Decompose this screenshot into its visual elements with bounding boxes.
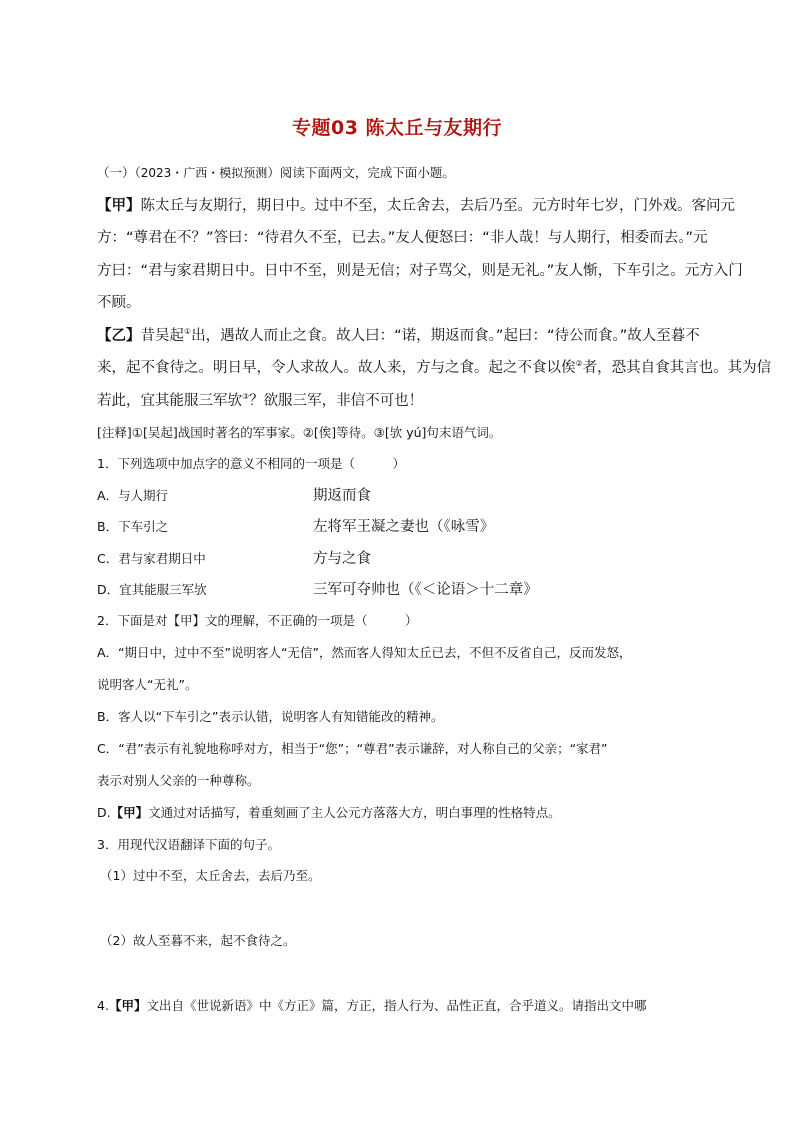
passage-yi-line-1: 【乙】昔吴起①出，遇故人而止之食。故人曰：“诺，期返而食。”起曰：“待公而食。”故人至暮不 bbox=[97, 327, 700, 344]
question-1-option-c: C．君与家君期日中 bbox=[97, 551, 206, 566]
footnote-marker: ③ bbox=[242, 392, 250, 401]
page-title: 专题03 陈太丘与友期行 bbox=[291, 117, 503, 139]
notes: [注释]①[吴起]战国时著名的军事家。②[俟]等待。③[欤 yú]句末语气词。 bbox=[97, 425, 502, 440]
passage-jia-line-1: 【甲】陈太丘与友期行，期日中。过中不至，太丘舍去，去后乃至。元方时年七岁，门外戏。客问元 bbox=[97, 198, 735, 214]
question-2-option-b: B．客人以“下车引之”表示认错，说明客人有知错能改的精神。 bbox=[97, 709, 444, 724]
footnote-marker: ② bbox=[575, 359, 583, 368]
question-1-option-c-compare: 方与之食 bbox=[313, 551, 371, 567]
question-3-sentence-1: （1）过中不至，太丘舍去，去后乃至。 bbox=[100, 868, 321, 883]
question-1-option-a-compare: 期返而食 bbox=[313, 488, 371, 504]
question-3-stem: 3．用现代汉语翻译下面的句子。 bbox=[97, 837, 280, 852]
passage-jia-line-2: 方：“尊君在不？”答曰：“待君久不至，已去。”友人便怒曰：“非人哉！与人期行，相委而去。”元 bbox=[97, 230, 708, 246]
passage-yi-line-2: 来，起不食待之。明日早，令人求故人。故人来，方与之食。起之不食以俟②者，恐其自食其言也。其为信 bbox=[97, 359, 772, 376]
question-1-option-b: B．下车引之 bbox=[97, 519, 169, 534]
question-1-option-d: D．宜其能服三军欤 bbox=[97, 582, 207, 597]
question-3-sentence-2: （2）故人至暮不来，起不食待之。 bbox=[100, 933, 296, 948]
question-2-option-a-line-2: 说明客人“无礼”。 bbox=[97, 677, 198, 692]
question-1-stem: 1．下列选项中加点字的意义不相同的一项是（ ） bbox=[97, 456, 405, 471]
question-1-option-d-compare: 三军可夺帅也（《＜论语＞十二章》 bbox=[313, 582, 538, 598]
passage-yi-mark: 【乙】 bbox=[97, 328, 141, 344]
question-2-stem: 2．下面是对【甲】文的理解，不正确的一项是（ ） bbox=[97, 613, 418, 628]
question-2-option-d: D.【甲】文通过对话描写，着重刻画了主人公元方落落大方，明白事理的性格特点。 bbox=[97, 805, 561, 820]
question-1-option-a: A．与人期行 bbox=[97, 488, 169, 503]
passage-jia-mark: 【甲】 bbox=[97, 198, 141, 214]
passage-jia-line-3: 方曰：“君与家君期日中。日中不至，则是无信；对子骂父，则是无礼。”友人惭，下车引之。元方入门 bbox=[97, 263, 743, 279]
footnote-marker: ① bbox=[184, 327, 192, 336]
passage-yi-line-3: 若此，宜其能服三军欤③？欲服三军，非信不可也！ bbox=[97, 392, 424, 409]
question-4-stem: 4.【甲】文出自《世说新语》中《方正》篇，方正，指人行为、品性正直，合乎道义。请指出文中哪 bbox=[97, 998, 647, 1013]
intro-line: （一）（2023・广西・模拟预测）阅读下面两文，完成下面小题。 bbox=[97, 165, 455, 180]
question-2-option-c-line-1: C．“君”表示有礼貌地称呼对方，相当于“您”；“尊君”表示谦辞，对人称自己的父亲；“家君” bbox=[97, 741, 608, 756]
source-label: 2023・广西・模拟预测 bbox=[140, 166, 268, 180]
passage-jia-line-4: 不顾。 bbox=[97, 295, 141, 311]
question-1-option-b-compare: 左将军王凝之妻也（《咏雪》 bbox=[313, 519, 495, 535]
question-2-option-c-line-2: 表示对别人父亲的一种尊称。 bbox=[97, 773, 260, 788]
question-2-option-a-line-1: A．“期日中，过中不至”说明客人“无信”，然而客人得知太丘已去，不但不反省自己，反而发怒， bbox=[97, 645, 632, 660]
